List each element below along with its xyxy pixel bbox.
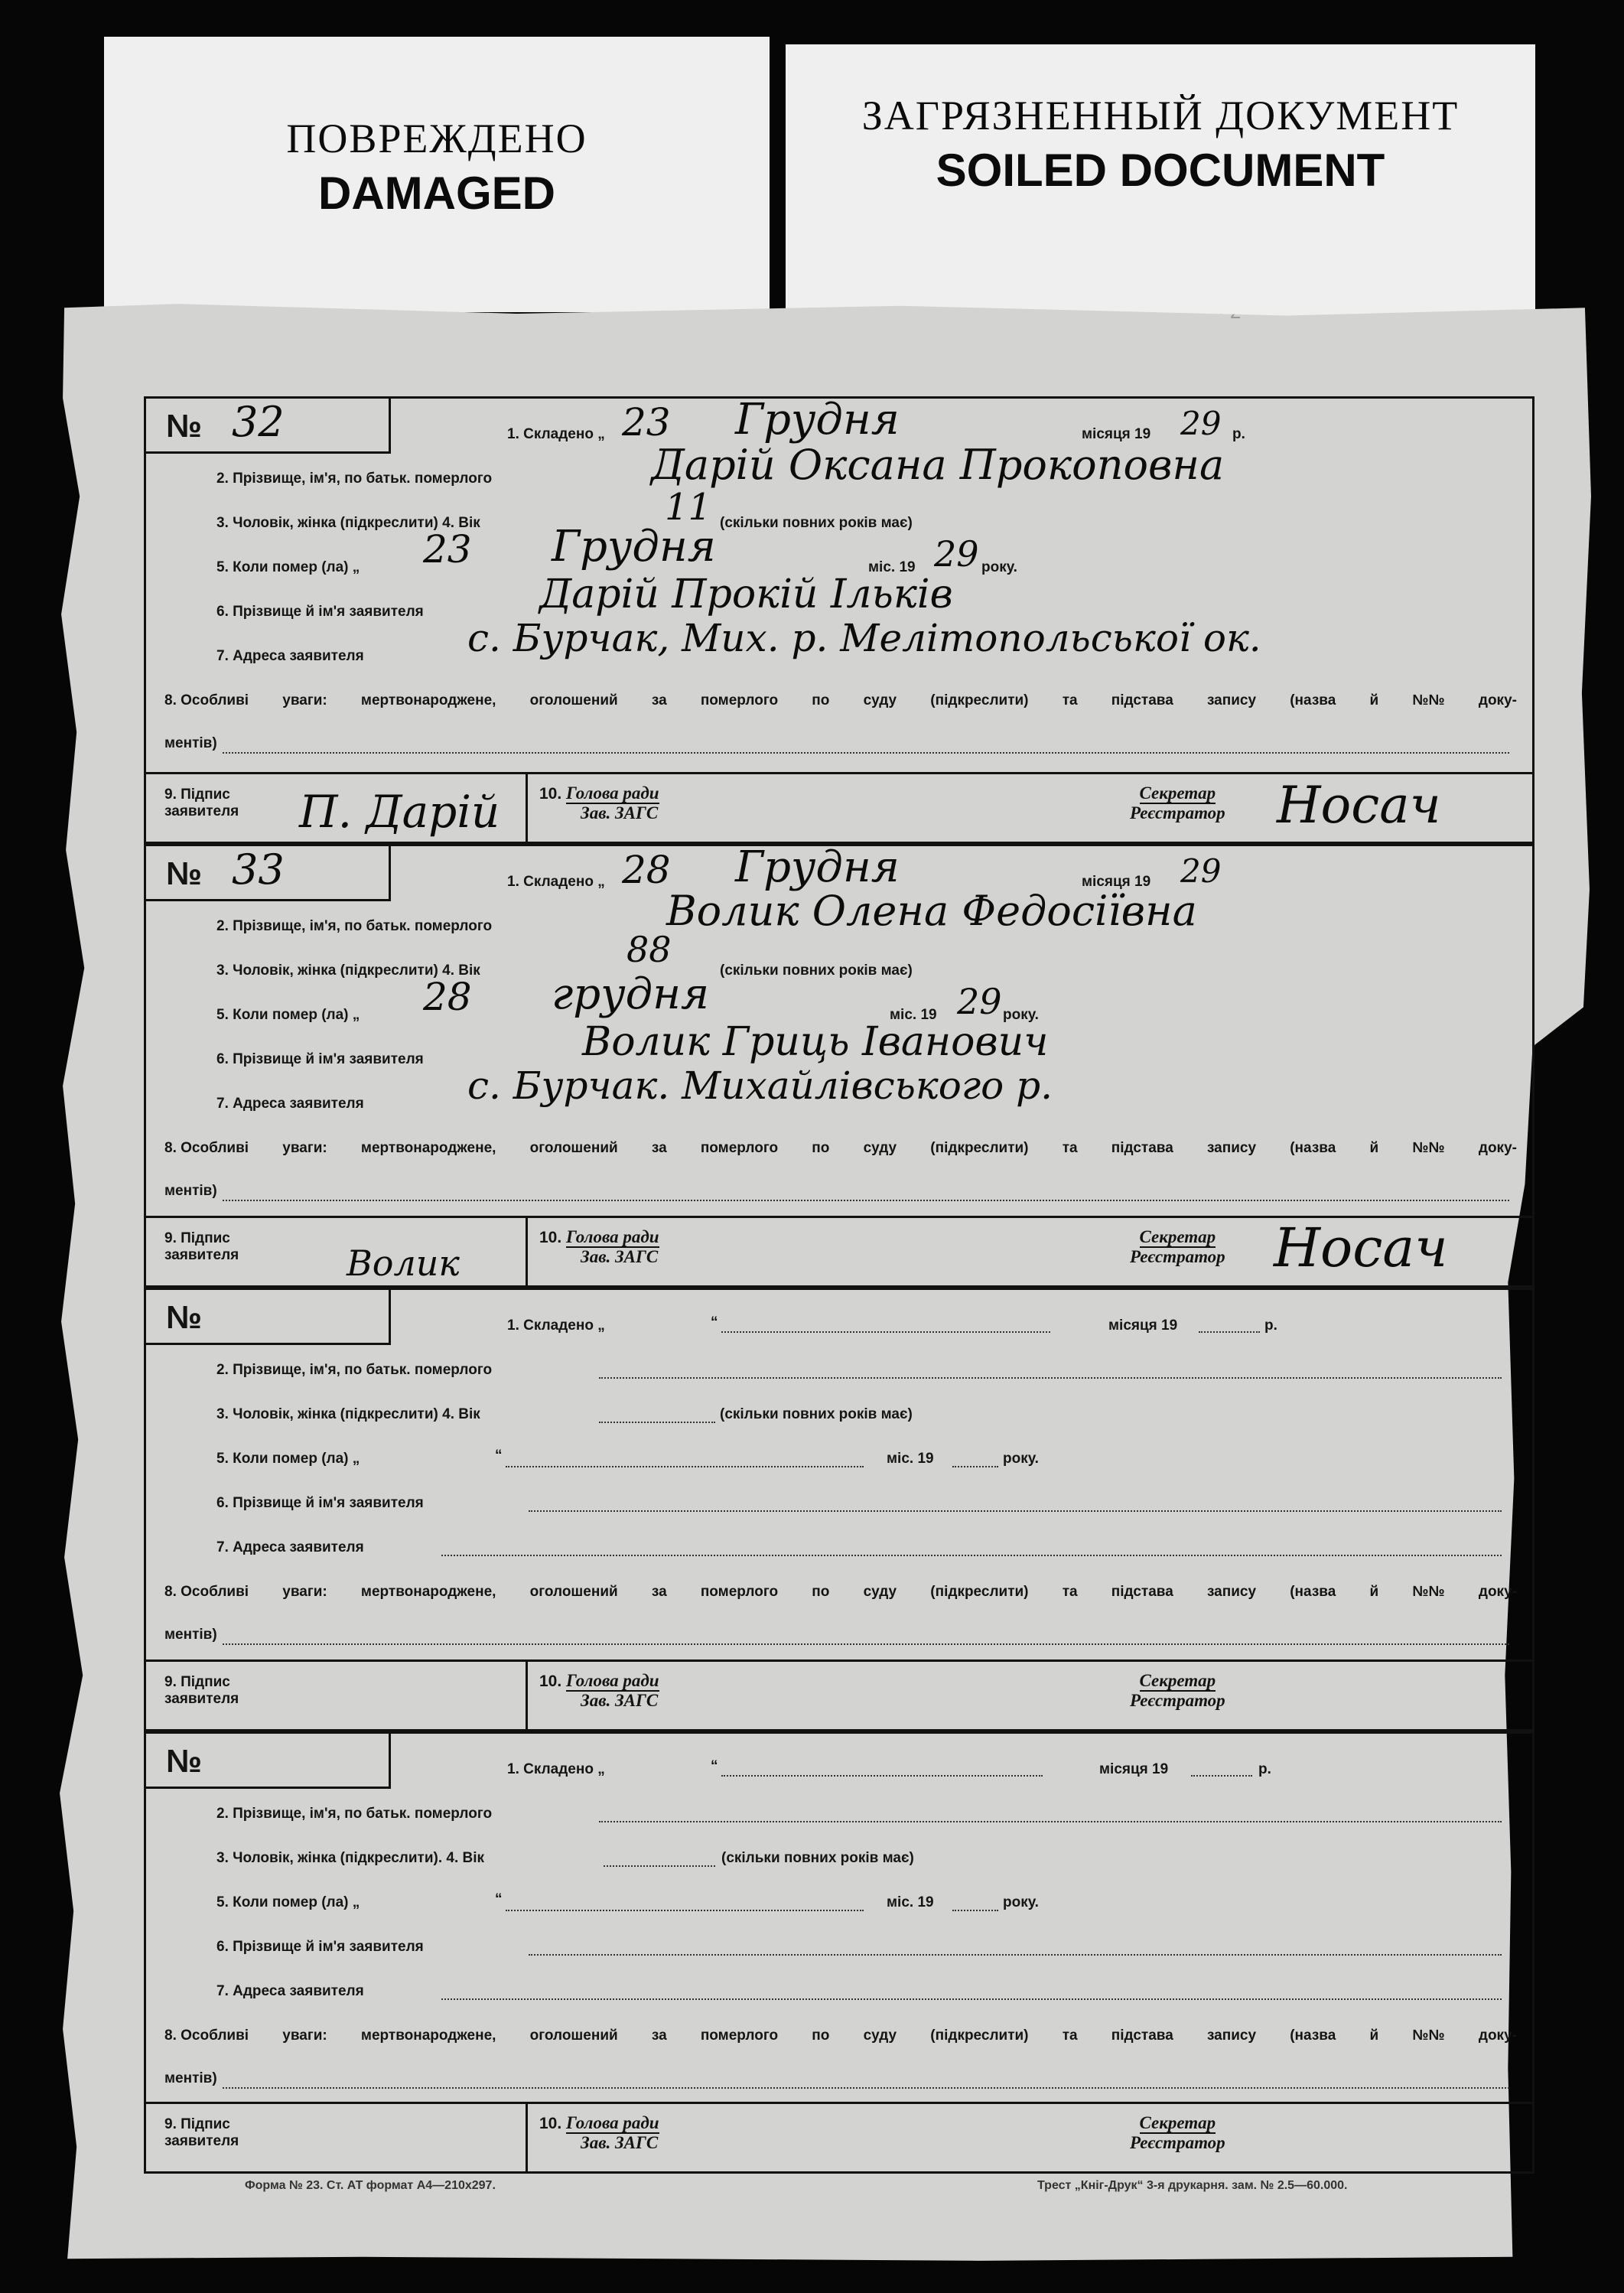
head-of-council-label: 10. Голова ради Зав. ЗАГС bbox=[539, 1227, 659, 1267]
notes-word: підстава bbox=[1111, 1584, 1173, 1600]
declarant-name: Дарій Прокій Ільків bbox=[539, 572, 953, 617]
notes-row bbox=[164, 2028, 1517, 2044]
notes-word: й bbox=[1369, 1584, 1379, 1600]
declarant-label: 6. Прізвище й ім'я заявителя bbox=[216, 1495, 424, 1511]
notes-word: 8. Особливі bbox=[164, 1584, 249, 1600]
age-note: (скільки повних років має) bbox=[720, 515, 913, 531]
notes-word: доку- bbox=[1478, 1584, 1517, 1600]
died-mis-label: міс. 19 bbox=[890, 1007, 937, 1023]
notes-word: мертвонароджене, bbox=[360, 2028, 496, 2044]
declarant-address: с. Бурчак, Мих. р. Мелітопольської ок. bbox=[467, 616, 1261, 660]
declarant-name: Волик Гриць Іванович bbox=[582, 1019, 1049, 1065]
composed-label: 1. Складено „ bbox=[507, 426, 605, 442]
head-of-council-label: 10. Голова ради Зав. ЗАГС bbox=[539, 783, 659, 823]
died-roku: року. bbox=[981, 559, 1017, 575]
notes-word: доку- bbox=[1478, 692, 1517, 708]
sex-age-label: 3. Чоловік, жінка (підкреслити) 4. Вік bbox=[216, 515, 480, 531]
notes-word: 8. Особливі bbox=[164, 1140, 249, 1156]
notes-word: суду bbox=[863, 1140, 897, 1156]
registrar-signature: Носач bbox=[1277, 776, 1441, 835]
died-month: грудня bbox=[552, 969, 710, 1019]
notes-word: по bbox=[812, 2028, 830, 2044]
notes-word: суду bbox=[863, 692, 897, 708]
applicant-signature-label: 9. Підпис заявителя bbox=[164, 787, 239, 819]
composed-label: 1. Складено „ bbox=[507, 1761, 605, 1777]
notes-word: (назва bbox=[1290, 692, 1336, 708]
month-year-label: місяця 19 bbox=[1099, 1761, 1169, 1777]
died-label: 5. Коли помер (ла) „ bbox=[216, 1007, 360, 1023]
notes-word: (назва bbox=[1290, 2028, 1336, 2044]
secretary-label: Секретар Реєстратор bbox=[1130, 783, 1225, 823]
died-mis-label: міс. 19 bbox=[868, 559, 916, 575]
age-note: (скільки повних років має) bbox=[721, 1850, 914, 1866]
notes-word: й bbox=[1369, 692, 1379, 708]
printer-info: Трест „Кніг-Друк“ 3-я друкарня. зам. № 2.5—60.000. bbox=[1037, 2179, 1348, 2192]
notes-blank bbox=[223, 752, 1509, 754]
year-blank bbox=[1199, 1331, 1260, 1333]
surname-label: 2. Прізвище, ім'я, по батьк. померлого bbox=[216, 1806, 493, 1822]
died-year-blank bbox=[952, 1466, 998, 1467]
notes-word: по bbox=[812, 692, 830, 708]
age-value: 11 bbox=[665, 486, 712, 529]
damaged-label-ru: ПОВРЕЖДЕНО bbox=[286, 116, 587, 161]
notes-word: оголошений bbox=[529, 2028, 618, 2044]
deceased-name: Дарій Оксана Прокоповна bbox=[651, 441, 1225, 489]
surname-blank bbox=[599, 1377, 1502, 1379]
year-suffix: р. bbox=[1264, 1317, 1277, 1334]
signature-zone bbox=[146, 1659, 1532, 1729]
notes-word: уваги: bbox=[282, 1584, 327, 1600]
number-sign: № bbox=[166, 408, 202, 444]
number-sign: № bbox=[166, 1743, 202, 1779]
notes-word: (підкреслити) bbox=[930, 2028, 1029, 2044]
deceased-name: Волик Олена Федосіївна bbox=[666, 887, 1197, 935]
age-blank bbox=[604, 1865, 715, 1867]
death-record-1 bbox=[144, 396, 1535, 844]
sex-age-label: 3. Чоловік, жінка (підкреслити) 4. Вік bbox=[216, 962, 480, 979]
died-day: 23 bbox=[423, 527, 472, 572]
record-number: 32 bbox=[232, 398, 285, 446]
notes-blank bbox=[223, 2087, 1509, 2089]
composed-blank bbox=[721, 1331, 1050, 1333]
notes-word: оголошений bbox=[529, 1140, 618, 1156]
died-day: 28 bbox=[423, 975, 472, 1019]
form-print-info: Форма № 23. Ст. АТ формат А4—210х297. bbox=[245, 2179, 496, 2192]
notes-word: уваги: bbox=[282, 1140, 327, 1156]
died-label: 5. Коли помер (ла) „ bbox=[216, 559, 360, 575]
notes-word: №№ bbox=[1412, 2028, 1445, 2044]
notes-word: оголошений bbox=[529, 1584, 618, 1600]
age-note: (скільки повних років має) bbox=[720, 962, 913, 979]
signature-zone bbox=[146, 772, 1532, 842]
notes-blank bbox=[223, 1643, 1509, 1645]
composed-label: 1. Складено „ bbox=[507, 1317, 605, 1334]
record-number-box bbox=[146, 399, 391, 454]
composed-month: Грудня bbox=[735, 842, 900, 892]
signature-divider bbox=[526, 2104, 528, 2171]
quote-mark: “ bbox=[711, 1314, 718, 1331]
address-label: 7. Адреса заявителя bbox=[216, 1539, 364, 1555]
address-blank bbox=[441, 1998, 1502, 2000]
address-label: 7. Адреса заявителя bbox=[216, 1096, 364, 1112]
notes-row bbox=[164, 1584, 1517, 1601]
damaged-label-en: DAMAGED bbox=[318, 168, 555, 219]
died-year-blank bbox=[952, 1910, 998, 1911]
soiled-label-ru: ЗАГРЯЗНЕННЫЙ ДОКУМЕНТ bbox=[861, 93, 1460, 138]
died-blank bbox=[506, 1910, 864, 1911]
address-label: 7. Адреса заявителя bbox=[216, 1983, 364, 1999]
declarant-label: 6. Прізвище й ім'я заявителя bbox=[216, 1051, 424, 1067]
notes-word: померлого bbox=[700, 692, 779, 708]
died-year: 29 bbox=[957, 981, 1002, 1022]
notes-word: запису bbox=[1206, 1140, 1257, 1156]
notes-word: та bbox=[1062, 1584, 1078, 1600]
declarant-blank bbox=[529, 1954, 1502, 1956]
age-blank bbox=[599, 1422, 715, 1423]
soiled-label bbox=[786, 44, 1535, 320]
notes-word: підстава bbox=[1111, 1140, 1173, 1156]
record-number-box bbox=[146, 1734, 391, 1789]
notes-word: запису bbox=[1206, 692, 1257, 708]
applicant-signature-label: 9. Підпис заявителя bbox=[164, 2116, 239, 2149]
notes-word: №№ bbox=[1412, 692, 1445, 708]
declarant-label: 6. Прізвище й ім'я заявителя bbox=[216, 604, 424, 620]
soiled-label-en: SOILED DOCUMENT bbox=[936, 145, 1385, 196]
record-number: 33 bbox=[232, 845, 285, 894]
composed-day: 23 bbox=[622, 400, 671, 445]
notes-word: за bbox=[651, 2028, 667, 2044]
age-note: (скільки повних років має) bbox=[720, 1406, 913, 1422]
age-value: 88 bbox=[626, 929, 672, 970]
notes-row bbox=[164, 1140, 1517, 1157]
head-of-council-label: 10. Голова ради Зав. ЗАГС bbox=[539, 2113, 659, 2153]
composed-day: 28 bbox=[622, 848, 671, 892]
notes-word: й bbox=[1369, 1140, 1379, 1156]
year-suffix: р. bbox=[1232, 426, 1245, 442]
damaged-label bbox=[104, 37, 770, 312]
surname-blank bbox=[599, 1821, 1502, 1822]
applicant-signature-label: 9. Підпис заявителя bbox=[164, 1674, 239, 1707]
secretary-label: Секретар Реєстратор bbox=[1130, 2113, 1225, 2153]
notes-end: ментів) bbox=[164, 1183, 217, 1199]
notes-word: доку- bbox=[1478, 1140, 1517, 1156]
notes-blank bbox=[223, 1200, 1509, 1201]
died-roku: року. bbox=[1003, 1894, 1039, 1910]
notes-word: мертвонароджене, bbox=[360, 1140, 496, 1156]
composed-label: 1. Складено „ bbox=[507, 874, 605, 890]
notes-word: доку- bbox=[1478, 2028, 1517, 2044]
registrar-signature: Носач bbox=[1274, 1217, 1448, 1279]
signature-divider bbox=[526, 774, 528, 842]
notes-word: по bbox=[812, 1140, 830, 1156]
year-suffix: р. bbox=[1258, 1761, 1271, 1777]
notes-word: й bbox=[1369, 2028, 1379, 2044]
notes-word: (підкреслити) bbox=[930, 1140, 1029, 1156]
declarant-label: 6. Прізвище й ім'я заявителя bbox=[216, 1939, 424, 1955]
notes-word: та bbox=[1062, 2028, 1078, 2044]
declarant-blank bbox=[529, 1510, 1502, 1512]
sex-age-label: 3. Чоловік, жінка (підкреслити). 4. Вік bbox=[216, 1850, 485, 1866]
notes-word: 8. Особливі bbox=[164, 692, 249, 708]
notes-word: за bbox=[651, 692, 667, 708]
died-label: 5. Коли помер (ла) „ bbox=[216, 1451, 360, 1467]
notes-word: суду bbox=[863, 1584, 897, 1600]
died-roku: року. bbox=[1003, 1007, 1039, 1023]
notes-word: оголошений bbox=[529, 692, 618, 708]
death-record-2 bbox=[144, 844, 1535, 1288]
address-label: 7. Адреса заявителя bbox=[216, 648, 364, 664]
month-year-label: місяця 19 bbox=[1108, 1317, 1178, 1334]
died-year: 29 bbox=[934, 533, 979, 575]
notes-word: (підкреслити) bbox=[930, 692, 1029, 708]
number-sign: № bbox=[166, 855, 202, 891]
notes-word: уваги: bbox=[282, 2028, 327, 2044]
notes-word: суду bbox=[863, 2028, 897, 2044]
surname-label: 2. Прізвище, ім'я, по батьк. померлого bbox=[216, 918, 493, 934]
head-of-council-label: 10. Голова ради Зав. ЗАГС bbox=[539, 1671, 659, 1711]
month-year-label: місяця 19 bbox=[1082, 874, 1151, 890]
notes-word: (назва bbox=[1290, 1140, 1336, 1156]
notes-word: за bbox=[651, 1584, 667, 1600]
notes-word: підстава bbox=[1111, 692, 1173, 708]
notes-word: померлого bbox=[700, 1584, 779, 1600]
notes-word: підстава bbox=[1111, 2028, 1173, 2044]
address-blank bbox=[441, 1555, 1502, 1556]
notes-word: та bbox=[1062, 1140, 1078, 1156]
declarant-address: с. Бурчак. Михайлівського р. bbox=[467, 1063, 1053, 1108]
notes-row bbox=[164, 692, 1517, 709]
secretary-label: Секретар Реєстратор bbox=[1130, 1671, 1225, 1711]
died-roku: року. bbox=[1003, 1451, 1039, 1467]
notes-word: по bbox=[812, 1584, 830, 1600]
composed-year: 29 bbox=[1180, 405, 1222, 442]
notes-word: померлого bbox=[700, 2028, 779, 2044]
signature-zone bbox=[146, 2102, 1532, 2171]
signature-zone bbox=[146, 1216, 1532, 1285]
secretary-label: Секретар Реєстратор bbox=[1130, 1227, 1225, 1267]
surname-label: 2. Прізвище, ім'я, по батьк. померлого bbox=[216, 1362, 493, 1378]
applicant-signature: Волик bbox=[347, 1243, 460, 1284]
notes-end: ментів) bbox=[164, 2070, 217, 2086]
quote-mark: “ bbox=[495, 1448, 503, 1464]
surname-label: 2. Прізвище, ім'я, по батьк. померлого bbox=[216, 471, 493, 487]
composed-blank bbox=[721, 1775, 1043, 1777]
signature-divider bbox=[526, 1218, 528, 1285]
applicant-signature-label: 9. Підпис заявителя bbox=[164, 1230, 239, 1263]
year-blank bbox=[1191, 1775, 1252, 1777]
notes-word: за bbox=[651, 1140, 667, 1156]
number-sign: № bbox=[166, 1299, 202, 1335]
notes-word: №№ bbox=[1412, 1140, 1445, 1156]
notes-word: 8. Особливі bbox=[164, 2028, 249, 2044]
notes-word: запису bbox=[1206, 1584, 1257, 1600]
signature-divider bbox=[526, 1662, 528, 1729]
notes-end: ментів) bbox=[164, 1627, 217, 1643]
composed-month: Грудня bbox=[735, 395, 900, 445]
notes-word: запису bbox=[1206, 2028, 1257, 2044]
notes-word: мертвонароджене, bbox=[360, 1584, 496, 1600]
notes-word: (назва bbox=[1290, 1584, 1336, 1600]
notes-word: мертвонароджене, bbox=[360, 692, 496, 708]
quote-mark: “ bbox=[711, 1758, 718, 1774]
composed-year: 29 bbox=[1180, 852, 1222, 890]
sex-age-label: 3. Чоловік, жінка (підкреслити) 4. Вік bbox=[216, 1406, 480, 1422]
died-label: 5. Коли помер (ла) „ bbox=[216, 1894, 360, 1910]
died-month: Грудня bbox=[552, 522, 716, 572]
record-number-box bbox=[146, 846, 391, 901]
death-record-4-blank bbox=[144, 1731, 1535, 2174]
record-number-box bbox=[146, 1290, 391, 1345]
died-mis-label: міс. 19 bbox=[887, 1451, 934, 1467]
notes-word: №№ bbox=[1412, 1584, 1445, 1600]
notes-word: померлого bbox=[700, 1140, 779, 1156]
notes-end: ментів) bbox=[164, 735, 217, 751]
quote-mark: “ bbox=[495, 1891, 503, 1907]
death-record-3-blank bbox=[144, 1288, 1535, 1731]
notes-word: та bbox=[1062, 692, 1078, 708]
died-blank bbox=[506, 1466, 864, 1467]
notes-word: (підкреслити) bbox=[930, 1584, 1029, 1600]
applicant-signature: П. Дарій bbox=[299, 786, 500, 838]
month-year-label: місяця 19 bbox=[1082, 426, 1151, 442]
notes-word: уваги: bbox=[282, 692, 327, 708]
died-mis-label: міс. 19 bbox=[887, 1894, 934, 1910]
